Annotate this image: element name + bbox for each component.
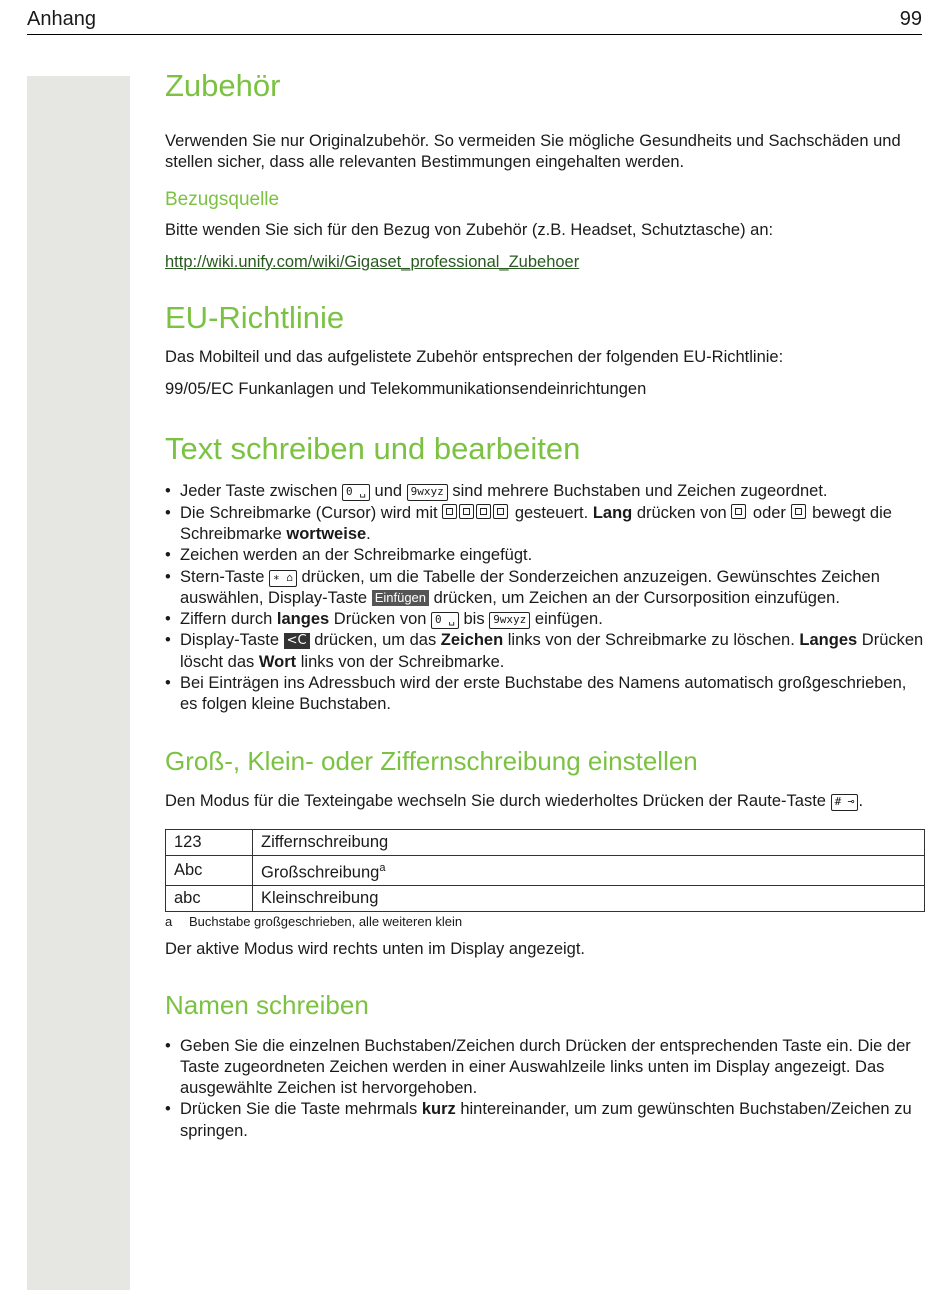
source-text: Bitte wenden Sie sich für den Bezug von Zubehör (z.B. Headset, Schutztasche) an: <box>165 220 774 239</box>
list-item: • Ziffern durch langes Drücken von 0 ␣ bis 9wxyz einfügen. <box>165 609 925 630</box>
eu-heading: EU-Richtlinie <box>165 299 345 335</box>
text-edit-heading: Text schreiben und bearbeiten <box>165 431 581 467</box>
list-item: • Jeder Taste zwischen 0 ␣ und 9wxyz sind mehrere Buchstaben und Zeichen zugeordnet. <box>165 481 925 502</box>
nav-up-icon <box>476 504 491 519</box>
list-item: • Stern-Taste ∗ ⌂ drücken, um die Tabelle der Sonderzeichen anzuzeigen. Gewünschtes Zeichen auswählen, Display-Taste Einfügen drücken, um Zeichen an der Cursorposition einzufügen. <box>165 567 925 610</box>
names-list <box>165 1036 925 1142</box>
list-item: • Zeichen werden an der Schreibmarke eingefügt. <box>165 545 925 566</box>
table-row: 123 Ziffernschreibung <box>166 829 925 855</box>
names-heading: Namen schreiben <box>165 990 369 1021</box>
text-edit-list <box>165 481 925 715</box>
list-item: • Geben Sie die einzelnen Buchstaben/Zeichen durch Drücken der entsprechenden Taste ein. Die der Taste zugeordneten Zeichen werden in einer Auswahlzeile links unten im Display angezeigt. Das ausgewählte Zeichen ist hervorgehoben. <box>165 1036 925 1100</box>
key-9-icon: 9wxyz <box>489 612 530 629</box>
delete-softkey-icon: <C <box>284 633 310 649</box>
case-mode-heading: Groß-, Klein- oder Ziffernschreibung einstellen <box>165 745 698 776</box>
footnote-ref: a <box>379 861 386 874</box>
table-footnote: a Buchstabe großgeschrieben, alle weiteren klein <box>165 914 463 930</box>
list-item: • Drücken Sie die Taste mehrmals kurz hintereinander, um zum gewünschten Buchstaben/Zeichen zu springen. <box>165 1099 925 1142</box>
sidebar-band <box>27 76 130 1290</box>
nav-down-icon <box>493 504 508 519</box>
list-item: • Display-Taste <C drücken, um das Zeichen links von der Schreibmarke zu löschen. Langes Drücken löscht das Wort links von der Schreibmarke. <box>165 630 925 673</box>
page-header <box>27 8 922 35</box>
nav-left-icon <box>731 504 746 519</box>
list-item: • Bei Einträgen ins Adressbuch wird der erste Buchstabe des Namens automatisch großgeschrieben, es folgen kleine Buchstaben. <box>165 673 925 716</box>
section-title: Anhang <box>27 8 96 30</box>
page-content <box>165 60 925 1142</box>
hash-key-icon: # ⊸ <box>831 794 859 811</box>
accessories-intro: Verwenden Sie nur Originalzubehör. So vermeiden Sie mögliche Gesundheits und Sachschäden und stellen sicher, dass alle relevanten Bestimmungen eingehalten werden. <box>165 132 901 172</box>
nav-left-icon <box>442 504 457 519</box>
page-number: 99 <box>899 8 922 30</box>
table-row: Abc Großschreibung$^a$ <box>166 855 925 886</box>
accessories-link[interactable]: http://wiki.unify.com/wiki/Gigaset_professional_Zubehoer <box>165 252 580 271</box>
case-mode-after: Der aktive Modus wird rechts unten im Display angezeigt. <box>165 940 586 959</box>
nav-right-icon <box>459 504 474 519</box>
case-mode-table <box>165 829 925 913</box>
nav-right-icon <box>791 504 806 519</box>
source-heading: Bezugsquelle <box>165 189 280 211</box>
table-row: abc Kleinschreibung <box>166 886 925 912</box>
key-0-icon: 0 ␣ <box>431 612 459 629</box>
accessories-heading: Zubehör <box>165 68 281 103</box>
insert-softkey-icon: Einfügen <box>372 590 429 606</box>
key-9-icon: 9wxyz <box>407 484 448 501</box>
case-mode-text: Den Modus für die Texteingabe wechseln Sie durch wiederholtes Drücken der Raute-Taste # ⊸ . <box>165 791 864 810</box>
star-key-icon: ∗ ⌂ <box>269 570 297 587</box>
key-0-icon: 0 ␣ <box>342 484 370 501</box>
list-item: • Die Schreibmarke (Cursor) wird mit gesteuert. Lang drücken von oder bewegt die Schreibmarke wortweise. <box>165 503 925 546</box>
eu-directive: 99/05/EC Funkanlagen und Telekommunikationsendeinrichtungen <box>165 380 647 399</box>
eu-text: Das Mobilteil und das aufgelistete Zubehör entsprechen der folgenden EU-Richtlinie: <box>165 348 784 367</box>
